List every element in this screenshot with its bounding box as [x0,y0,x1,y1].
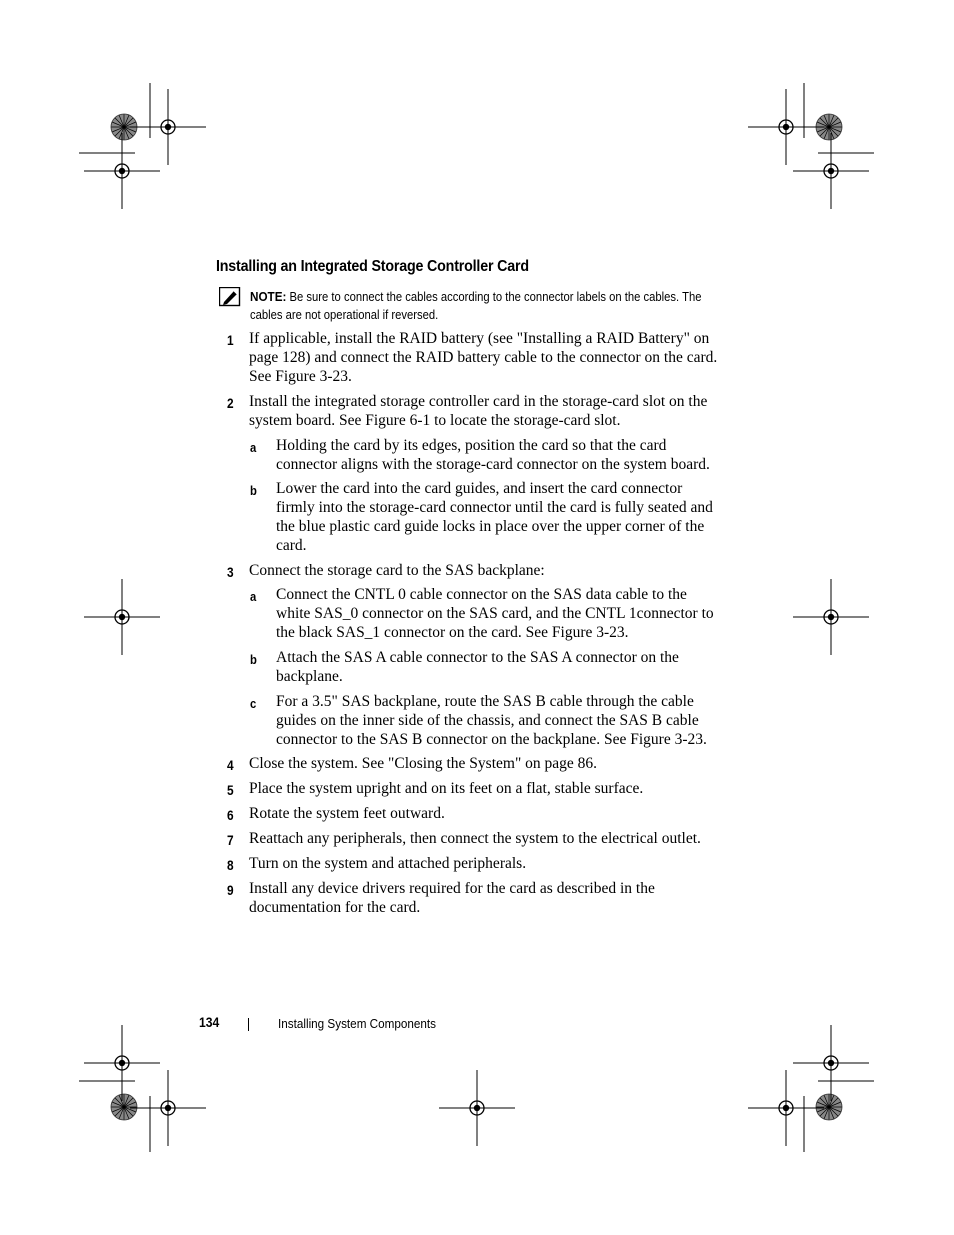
step-text: Install the integrated storage controller card in the storage-card slot on the system board. See Figure 6-1 to locate the storage-card slot. [249,393,708,429]
step-number: 6 [227,808,234,823]
step-number: 9 [227,883,234,898]
registration-starburst-icon [816,1094,842,1120]
step-text: Connect the storage card to the SAS backplane: [249,562,545,579]
substep-letter: a [250,590,257,604]
note-body: Be sure to connect the cables according to the connector labels on the cables. The cables are not operational if reversed. [250,290,702,322]
step-text: Reattach any peripherals, then connect the system to the electrical outlet. [249,830,701,847]
step-number: 8 [227,858,234,873]
step-text: If applicable, install the RAID battery (see "Installing a RAID Battery" on page 128) and connect the RAID battery cable to the connector on the card. See Figure 3-23. [249,330,718,385]
step-number: 3 [227,565,234,580]
step-number: 5 [227,783,234,798]
substep-letter: b [250,484,257,498]
step-text: Place the system upright and on its feet on a flat, stable surface. [249,780,644,797]
pencil-note-icon [219,287,241,307]
footer-section-title: Installing System Components [278,1016,437,1031]
step-number: 7 [227,833,234,848]
section-heading: Installing an Integrated Storage Controller Card [216,258,529,275]
step-text: Rotate the system feet outward. [249,805,445,822]
step-text: Turn on the system and attached peripherals. [249,855,527,872]
step-number: 2 [227,396,234,411]
registration-crosshair-icon [130,89,206,165]
step-text: Install any device drivers required for the card as described in the documentation for the card. [249,880,655,916]
note-callout [250,288,736,324]
step-text: Close the system. See "Closing the System" on page 86. [249,755,598,772]
substep-text: Holding the card by its edges, position the card so that the card connector aligns with the storage-card connector on the system board. [276,437,710,473]
substep-letter: c [250,697,257,711]
registration-crosshair-icon [748,89,824,165]
registration-starburst-icon [111,1094,137,1120]
registration-crosshair-icon [793,1025,869,1101]
registration-crosshair-icon [84,133,160,209]
substep-letter: a [250,441,257,455]
page-number: 134 [199,1015,220,1030]
substep-text: Attach the SAS A cable connector to the SAS A connector on the backplane. [276,649,679,685]
registration-crosshair-icon [793,133,869,209]
substep-letter: b [250,653,257,667]
note-label: NOTE: [250,289,287,304]
registration-crosshair-icon [84,1025,160,1101]
step-number: 4 [227,758,234,773]
registration-crosshair-icon [748,1070,824,1146]
substep-text: Lower the card into the card guides, and insert the card connector firmly into the storage-card connector until the card is fully seated and the blue plastic card guide locks in place over the upper corner of the card. [276,480,713,554]
registration-crosshair-icon [793,579,869,655]
registration-crosshair-icon [84,579,160,655]
registration-crosshair-icon [130,1070,206,1146]
registration-crosshair-icon [439,1070,515,1146]
footer-divider [248,1018,249,1031]
substep-text: For a 3.5" SAS backplane, route the SAS B cable through the cable guides on the inner side of the chassis, and connect the SAS B cable connector to the SAS B connector on the backplane. See Figure 3-23. [276,693,707,748]
substep-text: Connect the CNTL 0 cable connector on the SAS data cable to the white SAS_0 connector on the SAS card, and the CNTL 1connector to the black SAS_1 connector on the card. See Figure 3-23. [276,586,714,641]
step-number: 1 [227,333,234,348]
